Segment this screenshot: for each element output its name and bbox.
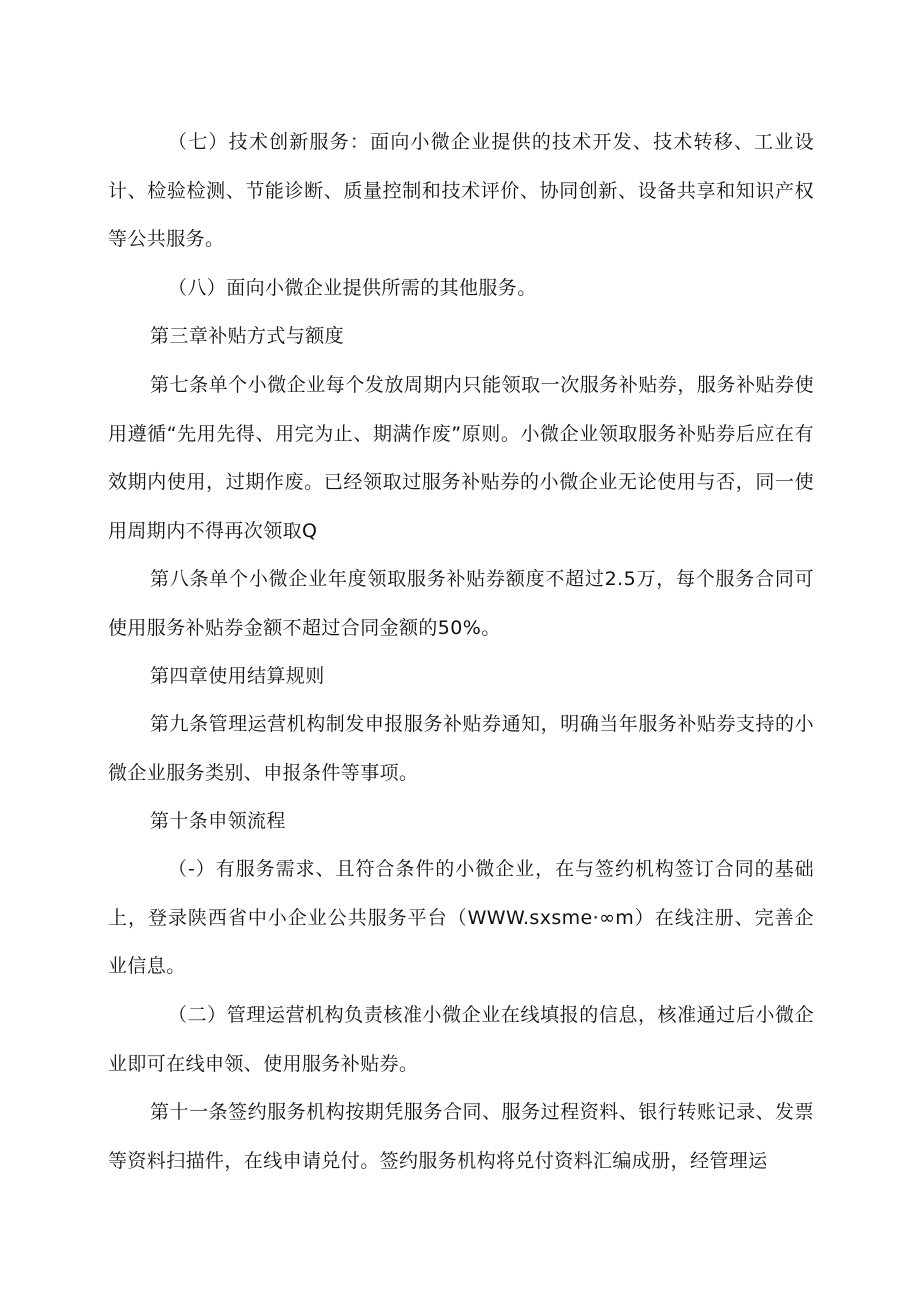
article-ten: 第十条申领流程 xyxy=(150,810,286,832)
article-seven: 第七条单个小微企业每个发放周期内只能领取一次服务补贴券，服务补贴券使用遵循“先用先得、用完为止、期满作废”原则。小微企业领取服务补贴券后应在有效期内使用，过期作废。已经领取过服务补贴券的小微企业无论使用与否，同一使用周期内不得再次领取Q xyxy=(108,374,814,542)
paragraph-other-services: （八）面向小微企业提供所需的其他服务。 xyxy=(168,277,537,299)
chapter-four-heading: 第四章使用结算规则 xyxy=(150,665,325,687)
article-eleven: 第十一条签约服务机构按期凭服务合同、服务过程资料、银行转账记录、发票等资料扫描件，在线申请兑付。签约服务机构将兑付资料汇编成册，经管理运 xyxy=(108,1101,814,1172)
chapter-three-heading: 第三章补贴方式与额度 xyxy=(150,325,345,347)
article-eight: 第八条单个小微企业年度领取服务补贴券额度不超过2.5万，每个服务合同可使用服务补贴券金额不超过合同金额的50%。 xyxy=(108,568,814,639)
paragraph-tech-innovation-service: （七）技术创新服务：面向小微企业提供的技术开发、技术转移、工业设计、检验检测、节能诊断、质量控制和技术评价、协同创新、设备共享和知识产权等公共服务。 xyxy=(108,131,814,250)
article-nine: 第九条管理运营机构制发申报服务补贴券通知，明确当年服务补贴券支持的小微企业服务类别、申报条件等事项。 xyxy=(108,713,814,784)
article-ten-item-two: （二）管理运营机构负责核准小微企业在线填报的信息，核准通过后小微企业即可在线申领、使用服务补贴券。 xyxy=(108,1004,814,1075)
article-ten-item-one: （-）有服务需求、且符合条件的小微企业，在与签约机构签订合同的基础上，登录陕西省中小企业公共服务平台（WWW.sxsme·∞m）在线注册、完善企业信息。 xyxy=(108,858,814,977)
